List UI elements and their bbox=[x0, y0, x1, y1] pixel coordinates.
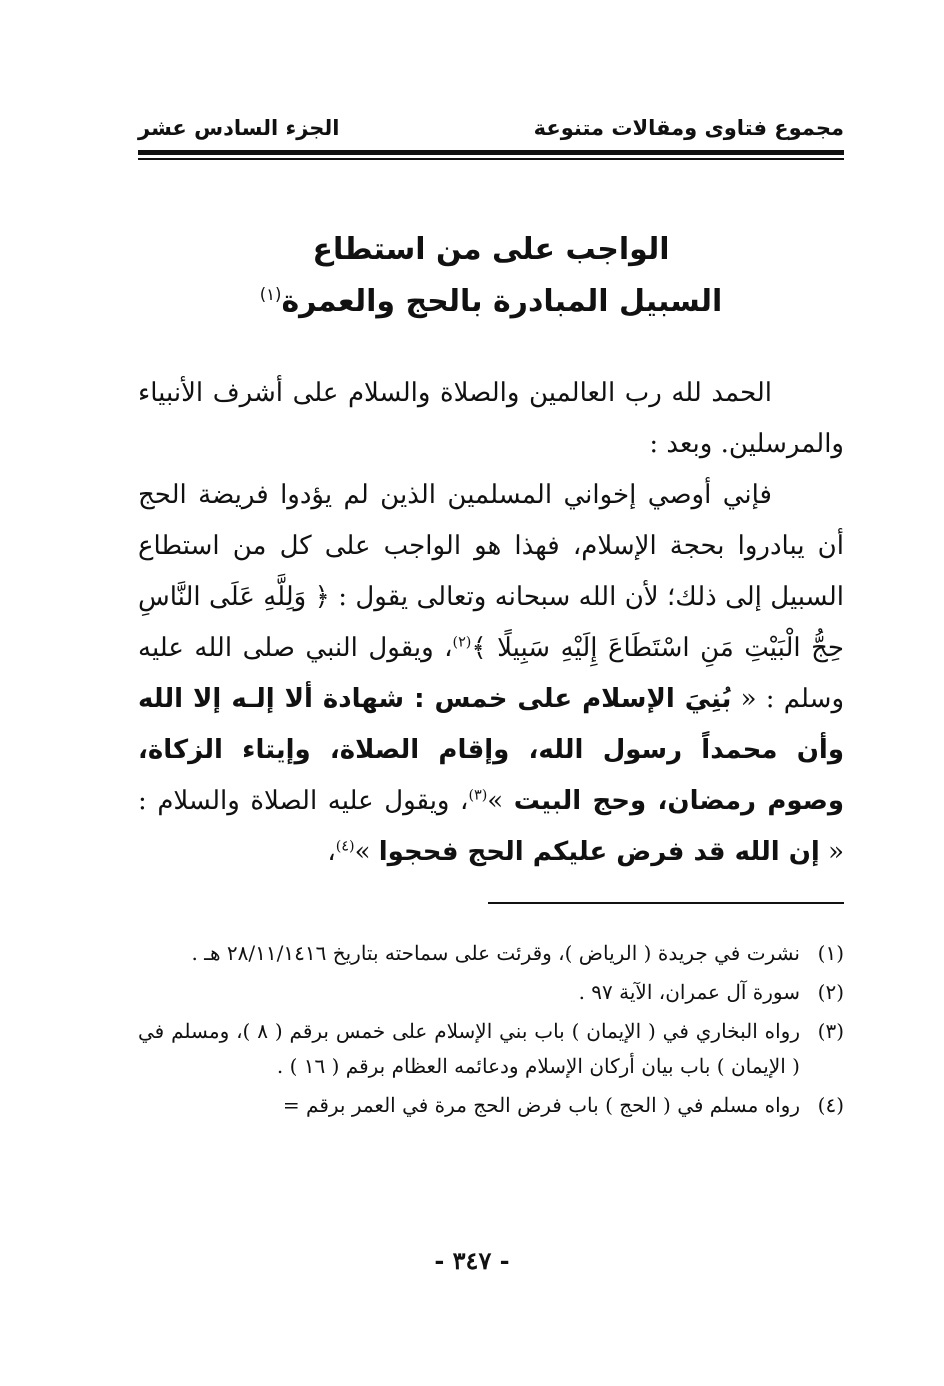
page-number: - ٣٤٧ - bbox=[434, 1246, 510, 1275]
title-line-2 bbox=[138, 276, 844, 328]
footnote-text: نشرت في جريدة ( الرياض )، وقرئت على سماحته بتاريخ ٢٨/١١/١٤١٦ هـ . bbox=[191, 941, 800, 965]
paragraph-2 bbox=[138, 470, 844, 878]
header-part: الجزء السادس عشر bbox=[138, 116, 340, 140]
footnote-mark-4: (٤) bbox=[335, 838, 355, 855]
paragraph-2-f: ، bbox=[327, 837, 336, 867]
header-rule-thick bbox=[138, 150, 844, 155]
paragraph-1: الحمد لله رب العالمين والصلاة والسلام على أشرف الأنبياء والمرسلين. وبعد : bbox=[138, 378, 844, 459]
title-footnote-mark: (١) bbox=[259, 285, 282, 304]
footnote-3 bbox=[138, 1014, 844, 1084]
paragraph-2-c: » bbox=[487, 786, 504, 816]
hadith-2: إن الله قد فرض عليكم الحج فحجوا bbox=[378, 837, 820, 867]
footnote-number: (٤) bbox=[817, 1093, 844, 1117]
paragraph-2-b: ، ويقول النبي صلى الله عليه وسلم : « bbox=[138, 633, 845, 714]
quran-verse: ﴿ وَلِلَّهِ عَلَى النَّاسِ حِجُّ الْبَيْتِ مَنِ اسْتَطَاعَ إِلَيْهِ سَبِيلًا ﴾ bbox=[138, 582, 844, 663]
hadith-1: بُنِيَ الإسلام على خمس : شهادة ألا إلـه إلا الله وأن محمداً رسول الله، وإقام الصلاة، وإيتاء الزكاة، وصوم رمضان، وحج البيت bbox=[138, 684, 845, 816]
header-rule-thin bbox=[138, 158, 844, 160]
running-header bbox=[138, 112, 844, 144]
footnote-1 bbox=[138, 936, 844, 971]
paragraph-2-d: ، ويقول عليه الصلاة والسلام : « bbox=[138, 786, 844, 867]
footnote-mark-2: (٢) bbox=[452, 634, 472, 651]
article-title bbox=[138, 224, 844, 328]
title-line-1: الواجب على من استطاع bbox=[312, 232, 670, 267]
paragraph-2-e: » bbox=[354, 837, 371, 867]
footnote-mark-3: (٣) bbox=[468, 787, 488, 804]
footnote-2 bbox=[138, 975, 844, 1010]
footnote-separator bbox=[488, 902, 844, 904]
footnotes bbox=[138, 936, 844, 1127]
title-line-2-text: السبيل المبادرة بالحج والعمرة bbox=[281, 284, 723, 319]
footnote-text: سورة آل عمران، الآية ٩٧ . bbox=[578, 980, 800, 1004]
footnote-number: (٢) bbox=[817, 980, 844, 1004]
footnote-number: (١) bbox=[817, 941, 844, 965]
footnote-4 bbox=[138, 1088, 844, 1123]
footnote-text: رواه مسلم في ( الحج ) باب فرض الحج مرة في العمر برقم = bbox=[282, 1093, 800, 1117]
footnote-text: رواه البخاري في ( الإيمان ) باب بني الإسلام على خمس برقم ( ٨ )، ومسلم في ( الإيمان ) باب بيان أركان الإسلام ودعائمه العظام برقم ( ١٦ ) . bbox=[138, 1019, 800, 1078]
footnote-number: (٣) bbox=[817, 1019, 844, 1043]
header-book-title: مجموع فتاوى ومقالات متنوعة bbox=[533, 116, 844, 140]
article-body bbox=[138, 368, 844, 878]
paragraph-2-intro: فإني أوصي إخواني المسلمين الذين لم يؤدوا فريضة الحج أن يبادروا بحجة الإسلام، فهذا هو الواجب على كل من استطاع السبيل إلى ذلك؛ لأن الله سبحانه وتعالى يقول : bbox=[138, 480, 844, 612]
